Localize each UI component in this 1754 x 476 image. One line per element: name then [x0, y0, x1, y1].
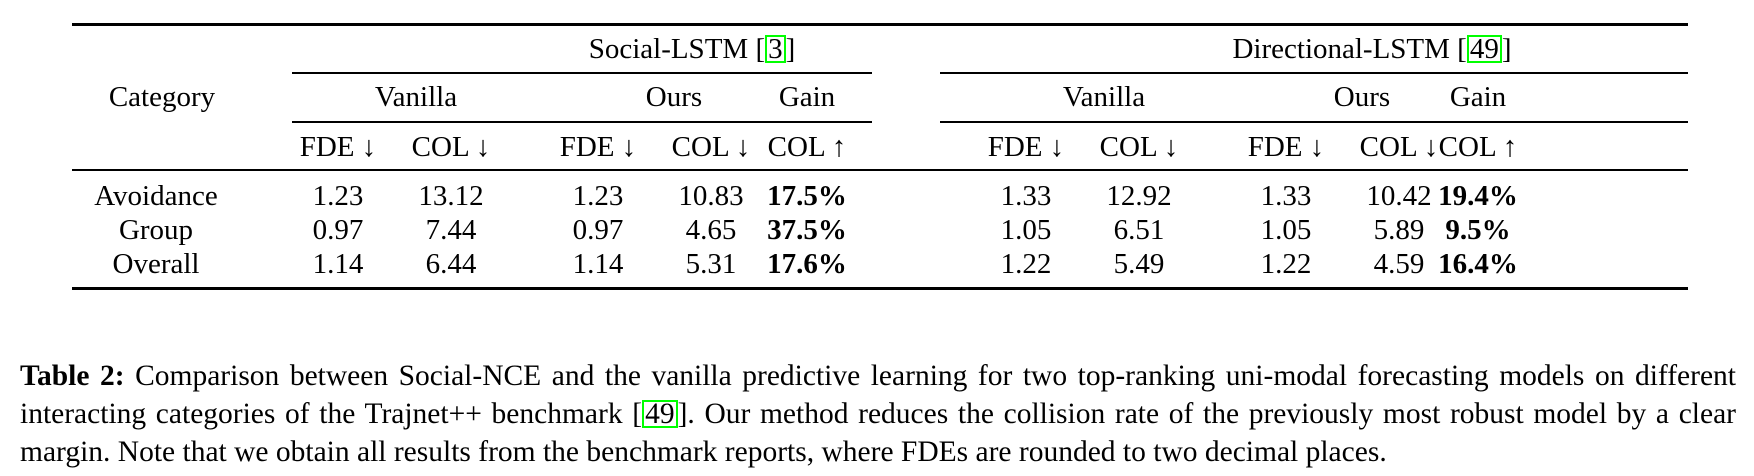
citation-link[interactable]: 49 — [642, 400, 678, 428]
table-cell: 12.92 — [1106, 180, 1172, 212]
table-cell: 10.83 — [678, 180, 744, 212]
group-header-directional-lstm: Directional-LSTM [ 49 ] — [1232, 33, 1512, 65]
table-cell: 5.89 — [1373, 214, 1425, 246]
table-cell: 1.23 — [572, 180, 624, 212]
table-cell: 5.49 — [1113, 248, 1165, 280]
metric-header: COL ↓ — [1099, 131, 1179, 163]
subheader: Ours — [1333, 81, 1391, 113]
citation-link[interactable]: 49 — [1467, 35, 1502, 63]
table-row-category: Group — [118, 214, 194, 246]
group-underline — [292, 72, 872, 74]
table-cell-gain: 37.5% — [767, 214, 847, 246]
table-cell-gain: 19.4% — [1438, 180, 1518, 212]
category-header: Category — [108, 81, 216, 113]
metric-header: COL ↑ — [767, 131, 847, 163]
table-cell: 1.22 — [1000, 248, 1052, 280]
table-cell: 1.22 — [1260, 248, 1312, 280]
bottom-rule — [72, 287, 1688, 290]
table-cell-gain: 9.5% — [1445, 214, 1511, 246]
table-row-category: Overall — [112, 248, 200, 280]
table-cell-gain: 17.5% — [767, 180, 847, 212]
caption-label: Table 2: — [20, 360, 125, 392]
table-cell: 1.33 — [1260, 180, 1312, 212]
table-cell: 1.05 — [1000, 214, 1052, 246]
subheader: Ours — [645, 81, 703, 113]
table-cell: 6.51 — [1113, 214, 1165, 246]
table-cell: 4.59 — [1373, 248, 1425, 280]
table-cell: 0.97 — [572, 214, 624, 246]
table-cell: 1.23 — [312, 180, 364, 212]
table-cell-gain: 16.4% — [1438, 248, 1518, 280]
table-cell: 0.97 — [312, 214, 364, 246]
table-cell: 1.14 — [572, 248, 624, 280]
subheader: Gain — [778, 81, 836, 113]
caption-text: ]. Our method reduces the collision rate of the previously most robust model by a clear margin. Note that we obtain all results from the benchmark reports, where FDEs are rounded to two decimal places. — [20, 398, 1736, 468]
group-header-social-lstm: Social-LSTM [ 3 ] — [588, 33, 796, 65]
table-cell: 10.42 — [1366, 180, 1432, 212]
metric-header: FDE ↓ — [987, 131, 1065, 163]
metric-header: COL ↑ — [1438, 131, 1518, 163]
table-cell: 1.14 — [312, 248, 364, 280]
table-cell: 6.44 — [425, 248, 477, 280]
table-cell: 13.12 — [418, 180, 484, 212]
table-cell: 5.31 — [685, 248, 737, 280]
header-rule — [72, 169, 1688, 171]
table-cell-gain: 17.6% — [767, 248, 847, 280]
metric-header: COL ↓ — [411, 131, 491, 163]
metric-header: FDE ↓ — [1247, 131, 1325, 163]
metric-header: FDE ↓ — [559, 131, 637, 163]
subheader-underline — [940, 121, 1688, 123]
metric-header: FDE ↓ — [299, 131, 377, 163]
table-cell: 7.44 — [425, 214, 477, 246]
subheader: Vanilla — [1062, 81, 1146, 113]
subheader: Vanilla — [374, 81, 458, 113]
metric-header: COL ↓ — [1359, 131, 1439, 163]
table-cell: 1.33 — [1000, 180, 1052, 212]
citation-link[interactable]: 3 — [765, 35, 786, 63]
group-underline — [940, 72, 1688, 74]
table-row-category: Avoidance — [94, 180, 218, 212]
subheader-underline — [292, 121, 872, 123]
table-cell: 4.65 — [685, 214, 737, 246]
table-cell: 1.05 — [1260, 214, 1312, 246]
caption-text: Comparison between Social-NCE and the vanilla predictive learning for two top-ranking uni-modal forecasting models on different interacting categories of the Trajnet++ benchmark [ — [20, 360, 1736, 430]
subheader: Gain — [1449, 81, 1507, 113]
metric-header: COL ↓ — [671, 131, 751, 163]
table-caption — [20, 357, 1736, 471]
top-rule — [72, 23, 1688, 26]
